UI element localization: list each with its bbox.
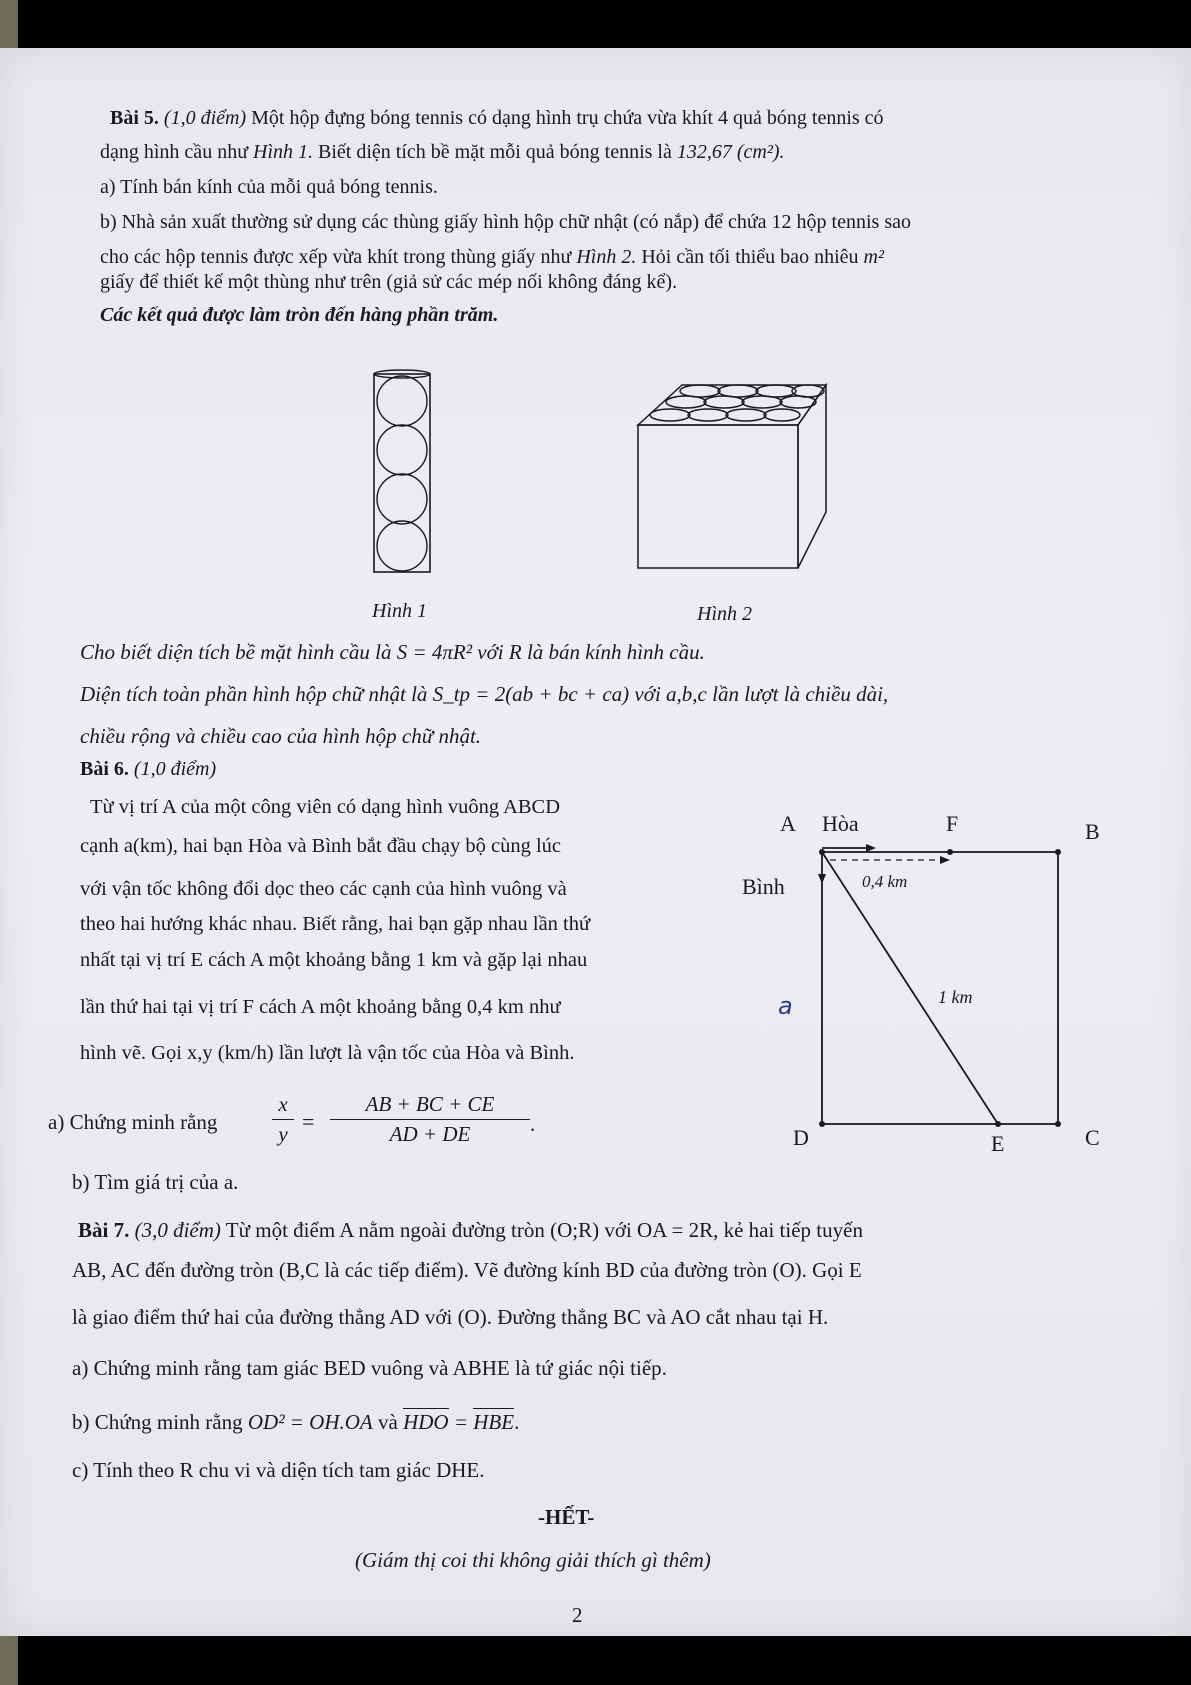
bai7-line2: AB, AC đến đường tròn (B,C là các tiếp điểm). Vẽ đường kính BD của đường tròn (O). Gọi E bbox=[72, 1258, 862, 1282]
bai5-intro1: Một hộp đựng bóng tennis có dạng hình trụ chứa vừa khít 4 quả bóng tennis có bbox=[251, 107, 884, 129]
note2a: Diện tích toàn phần hình hộp chữ nhật là bbox=[80, 682, 428, 706]
label-a-side-handwritten: a bbox=[778, 992, 793, 1020]
label-f: F bbox=[946, 811, 959, 836]
frac1-denominator: y bbox=[278, 1122, 288, 1146]
note1b: với R là bán kính hình cầu. bbox=[477, 640, 705, 664]
point-b bbox=[1055, 849, 1061, 855]
bai5-part-b3: giấy để thiết kế một thùng như trên (giả sử các mép nối không đáng kể). bbox=[100, 271, 678, 293]
unit-m2: m² bbox=[863, 246, 884, 268]
bai7-part-b-prefix: b) Chứng minh rằng bbox=[72, 1410, 243, 1434]
label-binh: Bình bbox=[742, 874, 785, 899]
tube-outline bbox=[374, 374, 430, 572]
bai5-intro2b: Biết diện tích bề mặt mỗi quả bóng tennis là bbox=[318, 141, 672, 163]
bai6-line-3: với vận tốc không đổi dọc theo các cạnh của hình vuông và bbox=[80, 878, 567, 900]
bai7-line1-text: Từ một điểm A nằm ngoài đường tròn (O;R) với OA = 2R, kẻ hai tiếp tuyến bbox=[225, 1218, 863, 1242]
binh-direction-arrow bbox=[818, 874, 826, 884]
bai5-line1 bbox=[110, 106, 884, 130]
hinh2-ref: Hình 2. bbox=[576, 246, 637, 268]
bai6-part-b: b) Tìm giá trị của a. bbox=[72, 1170, 239, 1194]
box-side-face bbox=[798, 385, 826, 568]
box-formula: S_tp = 2(ab + bc + ca) bbox=[432, 682, 630, 706]
label-c: C bbox=[1085, 1125, 1100, 1150]
bai7-part-a: a) Chứng minh rằng tam giác BED vuông và ABHE là tứ giác nội tiếp. bbox=[72, 1356, 667, 1380]
angle-hdo: HDO bbox=[403, 1410, 449, 1434]
frac-period: . bbox=[530, 1112, 536, 1136]
note1a: Cho biết diện tích bề mặt hình cầu là bbox=[80, 640, 392, 664]
point-c bbox=[1055, 1121, 1061, 1127]
tennis-ball-1 bbox=[377, 376, 427, 426]
hinh2-figure bbox=[630, 380, 830, 575]
hinh1-figure bbox=[370, 368, 436, 578]
tennis-ball-3 bbox=[377, 474, 427, 524]
bai5-line2 bbox=[100, 140, 785, 164]
bai5-points: (1,0 điểm) bbox=[163, 107, 247, 129]
note3: chiều rộng và chiều cao của hình hộp chữ nhật. bbox=[80, 724, 482, 748]
hoa-start-arrowhead bbox=[866, 844, 876, 852]
note-sphere bbox=[80, 640, 705, 664]
bai6-line-5: nhất tại vị trí E cách A một khoảng bằng 1 km và gặp lại nhau bbox=[80, 949, 588, 971]
point-a bbox=[819, 849, 825, 855]
bai5-line-b2 bbox=[100, 245, 884, 269]
point-f bbox=[947, 849, 953, 855]
bai6-header bbox=[80, 757, 216, 781]
angle-hbe: HBE bbox=[473, 1410, 515, 1434]
bai7-points: (3,0 điểm) bbox=[134, 1218, 221, 1242]
bai5-part-a: a) Tính bán kính của mỗi quả bóng tennis. bbox=[100, 176, 438, 198]
label-hoa: Hòa bbox=[822, 811, 859, 836]
point-d bbox=[819, 1121, 825, 1127]
frac1-bar bbox=[272, 1119, 294, 1120]
label-1-km: 1 km bbox=[938, 987, 973, 1007]
bai6-points: (1,0 điểm) bbox=[133, 758, 217, 780]
bai6-line-2: cạnh a(km), hai bạn Hòa và Bình bắt đầu chạy bộ cùng lúc bbox=[80, 835, 562, 857]
bai6-part-a-prefix: a) Chứng minh rằng bbox=[48, 1110, 218, 1134]
label-a: A bbox=[780, 811, 796, 836]
bai6-line-6: lần thứ hai tại vị trí F cách A một khoảng bằng 0,4 km như bbox=[80, 996, 561, 1018]
bai7-part-b-formula: OD² = OH.OA bbox=[247, 1410, 373, 1434]
label-0-4-km: 0,4 km bbox=[862, 872, 908, 891]
sphere-formula: S = 4πR² bbox=[396, 640, 473, 664]
bai6-line-1: Từ vị trí A của một công viên có dạng hình vuông ABCD bbox=[90, 796, 561, 818]
bai7-line1 bbox=[78, 1218, 863, 1242]
bai5-part-b2b: Hỏi cần tối thiểu bao nhiêu bbox=[641, 246, 859, 268]
bai5-part-b1: b) Nhà sản xuất thường sử dụng các thùng giấy hình hộp chữ nhật (có nắp) để chứa 12 hộp tennis sao bbox=[100, 211, 911, 233]
area-value: 132,67 (cm²). bbox=[676, 141, 785, 163]
park-square-diagram bbox=[760, 840, 1090, 1140]
frac1-numerator: x bbox=[278, 1092, 288, 1116]
box-front-face bbox=[638, 425, 798, 568]
fraction-x-over-y bbox=[272, 1092, 294, 1147]
proctor-note: (Giám thị coi thi không giải thích gì thêm) bbox=[355, 1548, 711, 1572]
label-d: D bbox=[793, 1125, 809, 1150]
bai7-part-b-and: và bbox=[378, 1410, 398, 1434]
hoa-direction-arrow bbox=[940, 856, 950, 864]
caption-hinh2: Hình 2 bbox=[697, 603, 752, 625]
bai5-part-b2a: cho các hộp tennis được xếp vừa khít trong thùng giấy như bbox=[100, 246, 572, 268]
hinh1-ref: Hình 1. bbox=[253, 141, 314, 163]
bai7-part-b: b) Chứng minh rằng OD² = OH.OA và HDO = HBE. bbox=[72, 1410, 520, 1434]
note-box bbox=[80, 682, 888, 706]
tennis-ball-4 bbox=[377, 521, 427, 571]
bai7-title: Bài 7. bbox=[78, 1218, 130, 1242]
frac2-denominator: AD + DE bbox=[389, 1122, 471, 1146]
caption-hinh1: Hình 1 bbox=[372, 600, 427, 622]
fraction-perimeter bbox=[330, 1092, 530, 1147]
bai7-part-c: c) Tính theo R chu vi và diện tích tam giác DHE. bbox=[72, 1458, 485, 1482]
bai6-line-7: hình vẽ. Gọi x,y (km/h) lần lượt là vận tốc của Hòa và Bình. bbox=[80, 1042, 575, 1064]
end-marker: -HẾT- bbox=[538, 1505, 595, 1529]
bai7-line3: là giao điểm thứ hai của đường thẳng AD với (O). Đường thẳng BC và AO cắt nhau tại H. bbox=[72, 1305, 829, 1329]
bai5-title: Bài 5. bbox=[110, 107, 159, 129]
bai6-title: Bài 6. bbox=[80, 758, 129, 780]
note2b: với a,b,c lần lượt là chiều dài, bbox=[634, 682, 889, 706]
frac2-bar bbox=[330, 1119, 530, 1120]
tennis-ball-2 bbox=[377, 425, 427, 475]
equals-sign: = bbox=[302, 1109, 315, 1134]
frac2-numerator: AB + BC + CE bbox=[365, 1092, 495, 1116]
bai6-line-4: theo hai hướng khác nhau. Biết rằng, hai bạn gặp nhau lần thứ bbox=[80, 913, 591, 935]
point-e bbox=[995, 1121, 1001, 1127]
label-e: E bbox=[991, 1131, 1005, 1156]
bai5-intro2a: dạng hình cầu như bbox=[100, 141, 249, 163]
label-b: B bbox=[1085, 819, 1100, 844]
page-number: 2 bbox=[572, 1603, 583, 1627]
rounding-note: Các kết quả được làm tròn đến hàng phần trăm. bbox=[100, 304, 499, 326]
